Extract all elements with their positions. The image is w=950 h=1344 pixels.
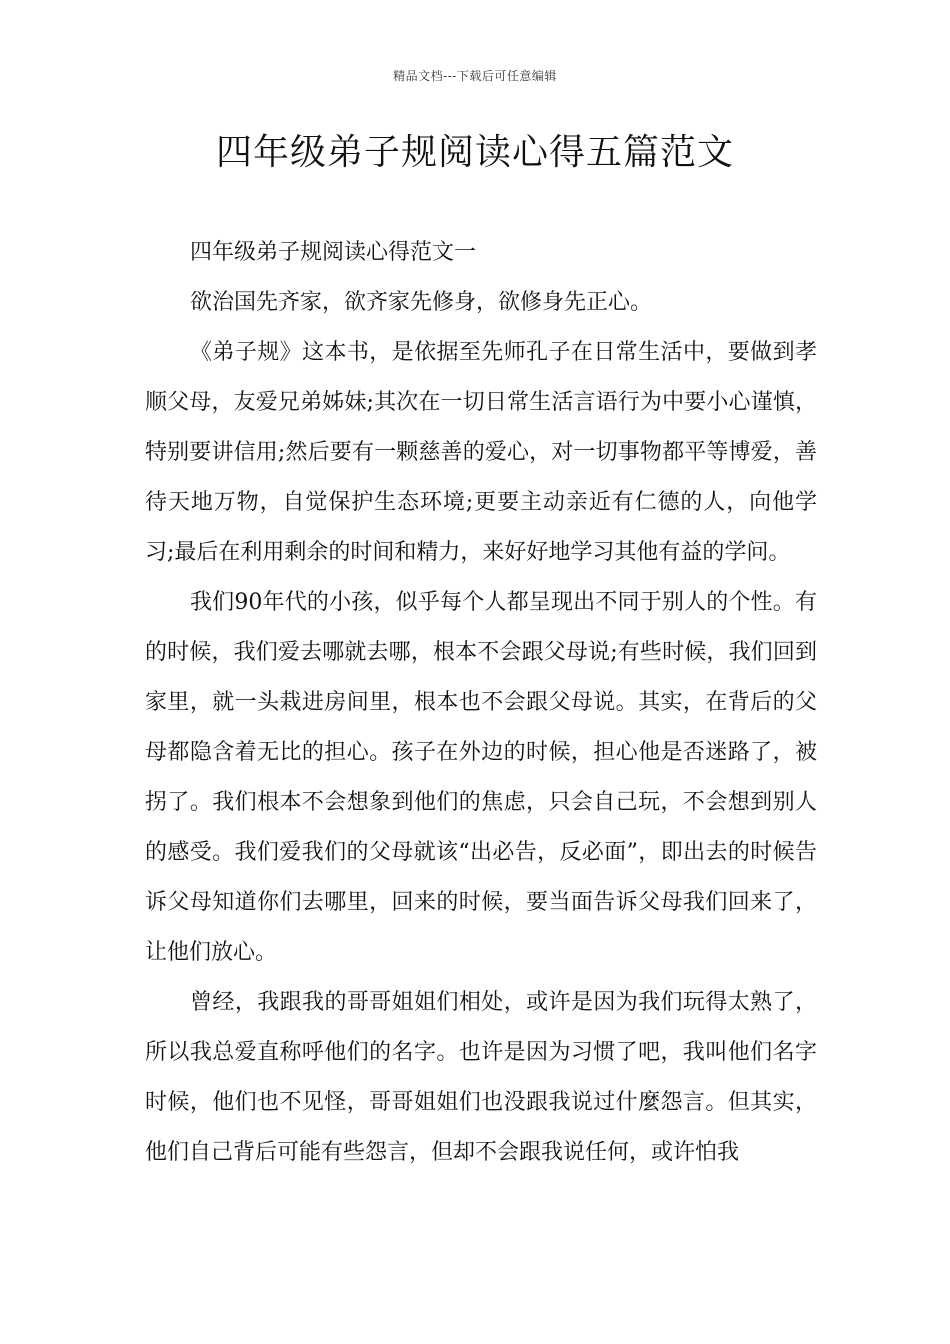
- paragraph: 曾经，我跟我的哥哥姐姐们相处，或许是因为我们玩得太熟了，所以我总爱直称呼他们的名字。也许是因为习惯了吧，我叫他们名字时候，他们也不见怪，哥哥姐姐们也没跟我说过什麼怨言。但其实，他们自己背后可能有些怨言，但却不会跟我说任何，或许怕我: [145, 990, 817, 1165]
- header-note: 精品文档---下载后可任意编辑: [393, 69, 557, 83]
- document-title: 四年级弟子规阅读心得五篇范文: [215, 132, 734, 173]
- paragraph: 我们90年代的小孩，似乎每个人都呈现出不同于别人的个性。有的时候，我们爱去哪就去哪，根本不会跟父母说;有些时候，我们回到家里，就一头栽进房间里，根本也不会跟父母说。其实，在背后的父母都隐含着无比的担心。孩子在外边的时候，担心他是否迷路了，被拐了。我们根本不会想象到他们的焦虑，只会自己玩，不会想到别人的感受。我们爱我们的父母就该“出必告，反必面”，即出去的时候告诉父母知道你们去哪里，回来的时候，要当面告诉父母我们回来了，让他们放心。: [145, 590, 817, 965]
- document-body: [145, 228, 817, 1178]
- paragraph: 欲治国先齐家，欲齐家先修身，欲修身先正心。: [190, 290, 653, 315]
- paragraph: 《弟子规》这本书，是依据至先师孔子在日常生活中，要做到孝顺父母，友爱兄弟姊妹;其次在一切日常生活言语行为中要小心谨慎，特别要讲信用;然后要有一颗慈善的爱心，对一切事物都平等博爱，善待天地万物，自觉保护生态环境;更要主动亲近有仁德的人，向他学习;最后在利用剩余的时间和精力，来好好地学习其他有益的学问。: [145, 340, 817, 565]
- section-heading: 四年级弟子规阅读心得范文一: [190, 240, 477, 265]
